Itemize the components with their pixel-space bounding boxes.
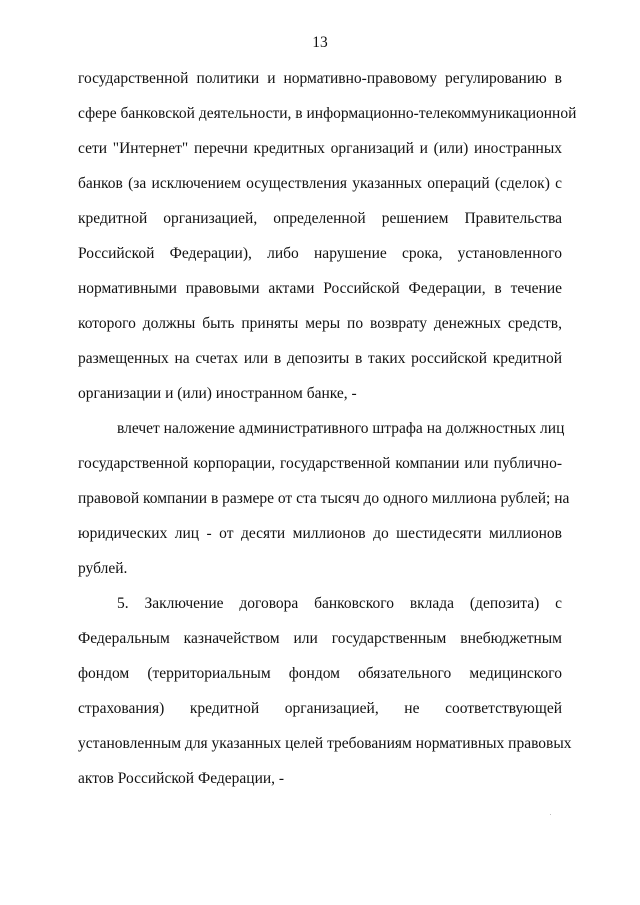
text-line: которого должны быть приняты меры по возврату денежных средств, bbox=[78, 315, 562, 332]
text-line: правовой компании в размере от ста тысяч до одного миллиона рублей; на bbox=[78, 490, 570, 507]
scan-speck bbox=[550, 814, 551, 815]
text-line: государственной политики и нормативно-правовому регулированию в bbox=[78, 70, 562, 87]
text-line: организации и (или) иностранном банке, - bbox=[78, 385, 357, 402]
text-line: влечет наложение административного штрафа на должностных лиц bbox=[117, 420, 565, 437]
text-line: страхования) кредитной организацией, не соответствующей bbox=[78, 700, 562, 717]
text-line: размещенных на счетах или в депозиты в таких российской кредитной bbox=[78, 350, 562, 367]
text-line: нормативными правовыми актами Российской Федерации, в течение bbox=[78, 280, 562, 297]
text-line: актов Российской Федерации, - bbox=[78, 770, 285, 787]
text-line: кредитной организацией, определенной решением Правительства bbox=[78, 210, 562, 227]
text-line: фондом (территориальным фондом обязательного медицинского bbox=[78, 665, 562, 682]
text-line: государственной корпорации, государственной компании или публично- bbox=[78, 455, 562, 472]
text-line: Российской Федерации), либо нарушение срока, установленного bbox=[78, 245, 562, 262]
text-line: юридических лиц - от десяти миллионов до шестидесяти миллионов bbox=[78, 525, 562, 542]
text-line: сфере банковской деятельности, в информационно-телекоммуникационной bbox=[78, 105, 577, 122]
text-line: установленным для указанных целей требованиям нормативных правовых bbox=[78, 735, 572, 752]
text-line: сети "Интернет" перечни кредитных организаций и (или) иностранных bbox=[78, 140, 562, 157]
text-line: рублей. bbox=[78, 560, 128, 577]
text-line: Федеральным казначейством или государственным внебюджетным bbox=[78, 630, 562, 647]
page-number: 13 bbox=[312, 34, 328, 51]
text-line: банков (за исключением осуществления указанных операций (сделок) с bbox=[78, 175, 562, 192]
text-line: 5. Заключение договора банковского вклада (депозита) с bbox=[117, 595, 562, 612]
